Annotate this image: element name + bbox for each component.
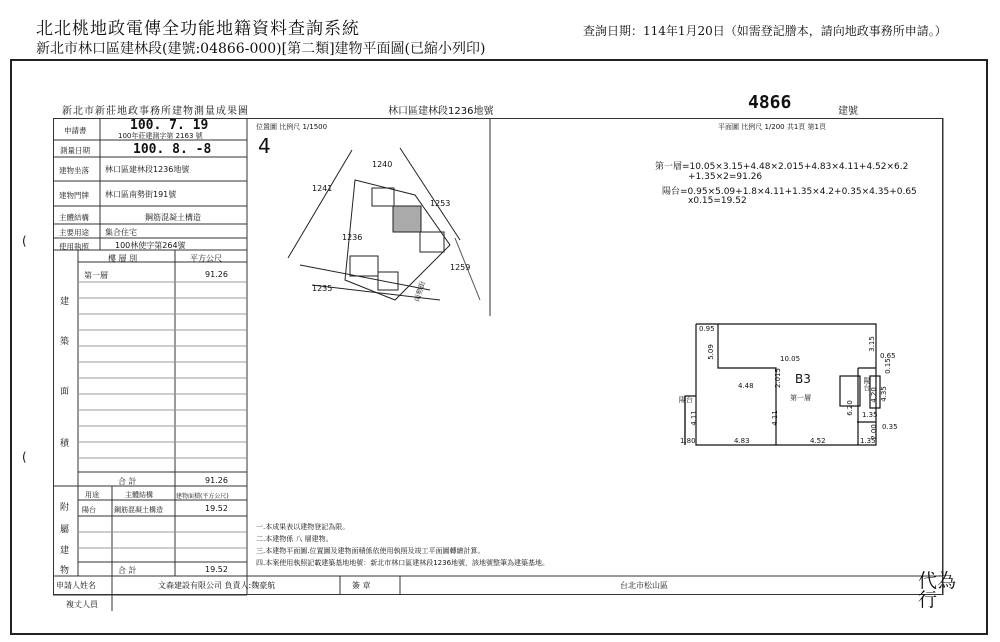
dim-4-11-mid: 4.11 — [770, 410, 779, 426]
annex-structure-header: 主體結構 — [125, 491, 153, 499]
annex-use: 陽台 — [82, 506, 96, 514]
dim-4-83: 4.83 — [734, 437, 750, 445]
lot-1259: 1259 — [450, 263, 471, 272]
calc-line-2: +1.35×2=91.26 — [688, 172, 763, 182]
dim-10-05: 10.05 — [780, 355, 801, 363]
dim-0-65: 0.65 — [880, 352, 896, 360]
site-map-scale: 位置圖 比例尺 1/1500 — [256, 123, 328, 131]
dim-0-15: 0.15 — [883, 358, 892, 374]
area-header: 平方公尺 — [190, 254, 222, 263]
apply-date: 100. 7. 19 — [130, 118, 209, 133]
lot-1235: 1235 — [312, 284, 333, 293]
vertical-label-4: 積 — [60, 439, 70, 449]
office-title: 新北市新莊地政事務所建物測量成果圖 — [62, 106, 249, 117]
dim-1-35-bottom: 1.35 — [860, 437, 876, 445]
bottom-address: 台北市松山區 — [620, 581, 668, 590]
applicant-name: 文森建設有限公司 負責人:魏豪航 — [158, 581, 276, 590]
dim-4-48: 4.48 — [738, 382, 754, 390]
lot-1240: 1240 — [372, 160, 393, 169]
proxy-stamp: 代為 行 — [918, 570, 957, 611]
main-use: 集合住宅 — [105, 228, 137, 237]
note-1: 一.本成果表以建物登記為限。 — [256, 523, 350, 531]
dim-4-52: 4.52 — [810, 437, 826, 445]
vertical-label-2: 築 — [60, 337, 70, 347]
building-number: 4866 — [748, 92, 792, 113]
lot-1236: 1236 — [342, 233, 363, 242]
dim-3-15: 3.15 — [867, 336, 876, 352]
annex-total: 19.52 — [205, 565, 228, 574]
calc-line-3: 陽台=0.95×5.09+1.8×4.11+1.35×4.2+0.35×4.35+0.65 — [662, 187, 917, 197]
dim-0-35: 0.35 — [882, 423, 898, 431]
balcony-left-label: 陽台 — [679, 396, 693, 404]
plan-scale: 平面圖 比例尺 1/200 共1頁 第1頁 — [718, 123, 826, 131]
parcel-title: 林口區建林段1236地號 — [388, 106, 494, 117]
total-area: 91.26 — [205, 476, 228, 485]
dim-0-95: 0.95 — [699, 325, 715, 333]
calc-line-1: 第一層=10.05×3.15+4.48×2.015+4.83×4.11+4.52×6.2 — [655, 162, 909, 172]
dim-4-35: 4.35 — [879, 386, 888, 402]
annex-area-header: 建物面積(平方公尺) — [176, 493, 229, 500]
dim-2-015: 2.015 — [774, 367, 783, 389]
annex-use-header: 用途 — [85, 491, 99, 499]
lot-1241: 1241 — [312, 184, 333, 193]
doorplate-label: 建物門牌 — [59, 191, 89, 200]
floor-plan-label: 第一層 — [790, 394, 811, 402]
annex-vertical-2: 屬 — [60, 525, 70, 535]
building-number-label: 建號 — [838, 106, 858, 117]
annex-vertical-4: 物 — [60, 566, 70, 576]
use-license: 100林使字第264號 — [115, 241, 186, 250]
binding-mark-top: ( — [22, 234, 27, 248]
signature-label: 簽 章 — [352, 581, 371, 590]
note-2: 二.本建物係 八 層建物。 — [256, 535, 333, 543]
page-title: 北北桃地政電傳全功能地籍資料查詢系統 — [36, 19, 360, 39]
building-doorplate: 林口區南勢街191號 — [105, 190, 177, 199]
survey-date-label: 測量日期 — [60, 146, 90, 155]
total-label: 合 計 — [118, 477, 137, 486]
apply-number: 100年莊建測字第 2163 號 — [118, 132, 203, 140]
document-subtitle: 新北市林口區建林段(建號:04866-000)[第二類]建物平面圖(已縮小列印) — [36, 41, 486, 57]
annex-area: 19.52 — [205, 504, 228, 513]
survey-date: 100. 8. -8 — [133, 142, 212, 157]
dim-1-80: 1.80 — [680, 437, 696, 445]
annex-structure: 鋼筋混凝土構造 — [114, 506, 163, 514]
vertical-label-1: 建 — [60, 297, 70, 307]
query-date: 查詢日期：114年1月20日（如需登記謄本，請向地政事務所申請。） — [583, 24, 947, 38]
floor-area: 91.26 — [205, 270, 228, 279]
building-location: 林口區建林段1236地號 — [105, 165, 190, 174]
room-label: B3 — [795, 372, 811, 386]
annex-vertical-1: 附 — [60, 503, 70, 513]
note-3: 三.本建物平面圖.位置圖及建物面積係依使用執照及竣工平面圖轉繪計算。 — [256, 547, 485, 555]
binding-mark-bottom: ( — [22, 450, 27, 464]
note-4: 四.本案使用執照記載建築基地地號：新北市林口區建林段1236地號，該地號整筆為建築基地。 — [256, 559, 550, 567]
road-label: 南勢街 — [412, 280, 428, 303]
vertical-label-3: 面 — [60, 387, 70, 397]
apply-date-label: 申請書 — [64, 126, 87, 135]
dim-5-09: 5.09 — [706, 344, 715, 360]
use-label: 主要用途 — [59, 228, 89, 237]
structure-label: 主體結構 — [59, 213, 89, 222]
floor-name: 第一層 — [84, 271, 108, 280]
calc-line-4: x0.15=19.52 — [688, 196, 747, 206]
floor-header: 樓 層 別 — [108, 254, 138, 263]
dim-4-11-left: 4.11 — [689, 410, 698, 426]
dim-1-35-right: 1.35 — [862, 411, 878, 419]
dim-6-20: 6.20 — [845, 400, 854, 416]
north-arrow-icon: 4 — [258, 134, 271, 158]
license-label: 使用執照 — [59, 242, 89, 251]
proxy-label: 複丈人員 — [66, 600, 98, 609]
annex-vertical-3: 建 — [60, 546, 70, 556]
annex-total-label: 合 計 — [118, 566, 137, 575]
main-structure: 鋼筋混凝土構造 — [145, 213, 201, 222]
dim-2-00: 2.00 — [869, 424, 878, 440]
applicant-label: 申請人姓名 — [56, 581, 96, 590]
lot-1253: 1253 — [430, 199, 451, 208]
balcony-right-label: 陽台 — [863, 377, 871, 391]
dim-4-20: 4.20 — [869, 387, 878, 403]
location-label: 建物坐落 — [59, 166, 89, 175]
